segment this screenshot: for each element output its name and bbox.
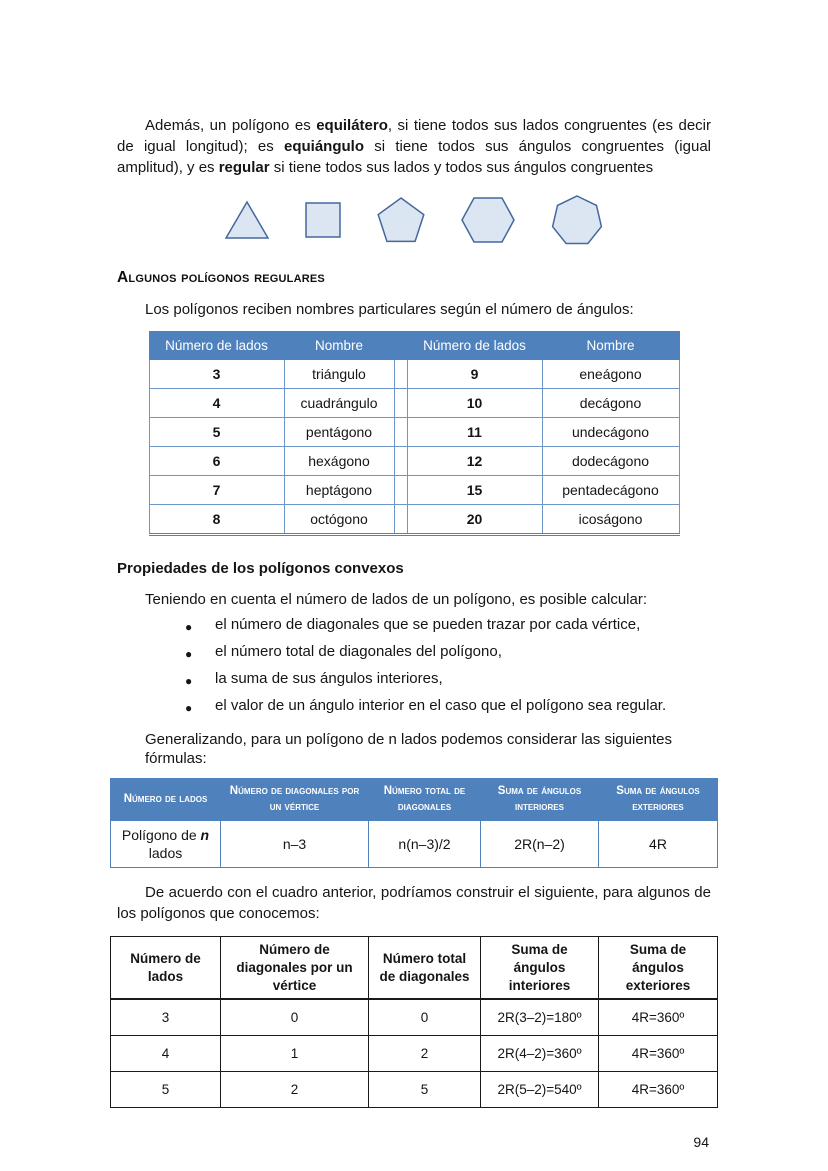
bullet-icon: ● bbox=[185, 701, 193, 715]
list-item bbox=[117, 616, 711, 636]
cell-nombre: cuadrángulo bbox=[284, 389, 394, 418]
bold-regular: regular bbox=[218, 159, 270, 176]
cell-value: 3 bbox=[111, 999, 221, 1036]
cell-text: Polígono de bbox=[121, 827, 201, 844]
cell-lados: 15 bbox=[407, 476, 542, 505]
intro-paragraph bbox=[117, 115, 711, 178]
triangle-shape bbox=[224, 199, 270, 241]
table-header-row bbox=[111, 937, 718, 999]
col-header-suma-exteriores: Suma de ángulos exteriores bbox=[599, 937, 718, 999]
cell-text: lados bbox=[148, 845, 183, 862]
bold-equilatero: equilátero bbox=[316, 117, 388, 134]
col-header-suma-exteriores: Suma de ángulos exteriores bbox=[599, 779, 718, 821]
col-header-diagonales-vertice: Número de diagonales por un vértice bbox=[221, 937, 369, 999]
page-number: 94 bbox=[693, 1134, 709, 1151]
col-header-diagonales-vertice: Número de diagonales por un vértice bbox=[221, 779, 369, 821]
cell-formula: 2R(n–2) bbox=[481, 821, 599, 868]
cell-lados: 5 bbox=[149, 418, 284, 447]
bullet-icon: ● bbox=[185, 674, 193, 688]
cell-gap bbox=[394, 418, 407, 447]
cell-gap bbox=[394, 476, 407, 505]
propiedades-lead: Teniendo en cuenta el número de lados de un polígono, es posible calcular: bbox=[145, 591, 648, 608]
names-table-lead: Los polígonos reciben nombres particulares según el número de ángulos: bbox=[145, 301, 634, 318]
cell-lados: 12 bbox=[407, 447, 542, 476]
table-row bbox=[149, 360, 679, 389]
table-row bbox=[111, 999, 718, 1036]
values-table bbox=[110, 936, 718, 1108]
polygon-names-table bbox=[149, 331, 680, 536]
cell-value: 4R=360º bbox=[599, 1072, 718, 1108]
bullet-list bbox=[117, 616, 711, 717]
cell-value: 0 bbox=[369, 999, 481, 1036]
cell-lados: 3 bbox=[149, 360, 284, 389]
cell-gap bbox=[394, 389, 407, 418]
cell-value: 1 bbox=[221, 1036, 369, 1072]
col-header-suma-interiores: Suma de ángulos interiores bbox=[481, 779, 599, 821]
cell-gap bbox=[394, 360, 407, 389]
table-row bbox=[111, 1072, 718, 1108]
square-shape bbox=[304, 201, 342, 239]
n-variable: n bbox=[200, 827, 210, 844]
col-header-lados: Número de lados bbox=[407, 332, 542, 360]
formulas-table bbox=[110, 778, 718, 868]
cell-value: 4 bbox=[111, 1036, 221, 1072]
col-header-lados: Número de lados bbox=[149, 332, 284, 360]
heptagon-shape bbox=[550, 194, 604, 246]
pentagon-shape bbox=[376, 196, 426, 244]
cell-nombre: undecágono bbox=[542, 418, 679, 447]
cell-lados: 11 bbox=[407, 418, 542, 447]
cell-lados: 7 bbox=[149, 476, 284, 505]
cell-value: 2 bbox=[221, 1072, 369, 1108]
intro-text: Además, un polígono es bbox=[145, 117, 317, 134]
bullet-text: el número de diagonales que se pueden trazar por cada vértice, bbox=[215, 616, 641, 633]
bold-equiangulo: equiángulo bbox=[283, 138, 364, 155]
table-header-row bbox=[149, 332, 679, 360]
table-header-row bbox=[111, 779, 718, 821]
cell-gap bbox=[394, 505, 407, 535]
bullet-text: el número total de diagonales del polígono, bbox=[215, 643, 502, 660]
cell-value: 2R(3–2)=180º bbox=[481, 999, 599, 1036]
cell-value: 2 bbox=[369, 1036, 481, 1072]
cell-nombre: pentágono bbox=[284, 418, 394, 447]
bullet-text: la suma de sus ángulos interiores, bbox=[215, 670, 443, 687]
list-item bbox=[117, 670, 711, 690]
col-header-total-diagonales: Número total de diagonales bbox=[369, 779, 481, 821]
polygon-shapes-row bbox=[117, 193, 711, 247]
col-header-nombre: Nombre bbox=[542, 332, 679, 360]
cell-lados: 4 bbox=[149, 389, 284, 418]
table-row bbox=[149, 476, 679, 505]
cell-value: 5 bbox=[111, 1072, 221, 1108]
col-header-suma-interiores: Suma de ángulos interiores bbox=[481, 937, 599, 999]
bullet-text: el valor de un ángulo interior en el caso que el polígono sea regular. bbox=[215, 697, 667, 714]
cell-formula: n(n–3)/2 bbox=[369, 821, 481, 868]
bullet-icon: ● bbox=[185, 620, 193, 634]
cell-value: 4R=360º bbox=[599, 999, 718, 1036]
cell-poligono-n-lados bbox=[111, 821, 221, 868]
cell-formula: n–3 bbox=[221, 821, 369, 868]
cell-lados: 10 bbox=[407, 389, 542, 418]
list-item bbox=[117, 697, 711, 717]
hexagon-shape bbox=[460, 196, 516, 244]
cell-nombre: eneágono bbox=[542, 360, 679, 389]
table-row bbox=[149, 418, 679, 447]
bullet-icon: ● bbox=[185, 647, 193, 661]
cell-value: 2R(4–2)=360º bbox=[481, 1036, 599, 1072]
intro-text: , si tiene todos sus lados congruentes (es decir de igual longitud); es bbox=[117, 117, 712, 155]
cell-gap bbox=[394, 447, 407, 476]
table-row bbox=[149, 389, 679, 418]
col-header-gap bbox=[394, 332, 407, 360]
cell-lados: 6 bbox=[149, 447, 284, 476]
cell-value: 4R=360º bbox=[599, 1036, 718, 1072]
table-row bbox=[149, 505, 679, 535]
cell-nombre: pentadecágono bbox=[542, 476, 679, 505]
section-heading-propiedades: Propiedades de los polígonos convexos bbox=[117, 560, 404, 577]
cell-value: 0 bbox=[221, 999, 369, 1036]
cell-lados: 20 bbox=[407, 505, 542, 535]
cell-nombre: icoságono bbox=[542, 505, 679, 535]
cell-nombre: octógono bbox=[284, 505, 394, 535]
cell-lados: 8 bbox=[149, 505, 284, 535]
cell-nombre: triángulo bbox=[284, 360, 394, 389]
col-header-numero-lados: Número de lados bbox=[111, 937, 221, 999]
cell-formula: 4R bbox=[599, 821, 718, 868]
col-header-numero-lados: Número de lados bbox=[111, 779, 221, 821]
table-row bbox=[111, 821, 718, 868]
cell-value: 2R(5–2)=540º bbox=[481, 1072, 599, 1108]
cell-nombre: heptágono bbox=[284, 476, 394, 505]
cell-nombre: decágono bbox=[542, 389, 679, 418]
col-header-nombre: Nombre bbox=[284, 332, 394, 360]
section-heading-algunos-poligonos: Algunos polígonos regulares bbox=[117, 269, 325, 286]
list-item bbox=[117, 643, 711, 663]
cell-value: 5 bbox=[369, 1072, 481, 1108]
intro-text: si tiene todos sus ángulos congruentes (igual amplitud), y es bbox=[117, 138, 711, 176]
table-row bbox=[111, 1036, 718, 1072]
values-table-lead: De acuerdo con el cuadro anterior, podríamos construir el siguiente, para algunos de los polígonos que conocemos: bbox=[117, 884, 711, 923]
intro-text: si tiene todos sus lados y todos sus ángulos congruentes bbox=[269, 159, 654, 176]
generalizing-lead: Generalizando, para un polígono de n lados podemos considerar las siguientes fórmulas: bbox=[145, 731, 673, 767]
cell-nombre: dodecágono bbox=[542, 447, 679, 476]
col-header-total-diagonales: Número total de diagonales bbox=[369, 937, 481, 999]
cell-nombre: hexágono bbox=[284, 447, 394, 476]
table-row bbox=[149, 447, 679, 476]
cell-lados: 9 bbox=[407, 360, 542, 389]
